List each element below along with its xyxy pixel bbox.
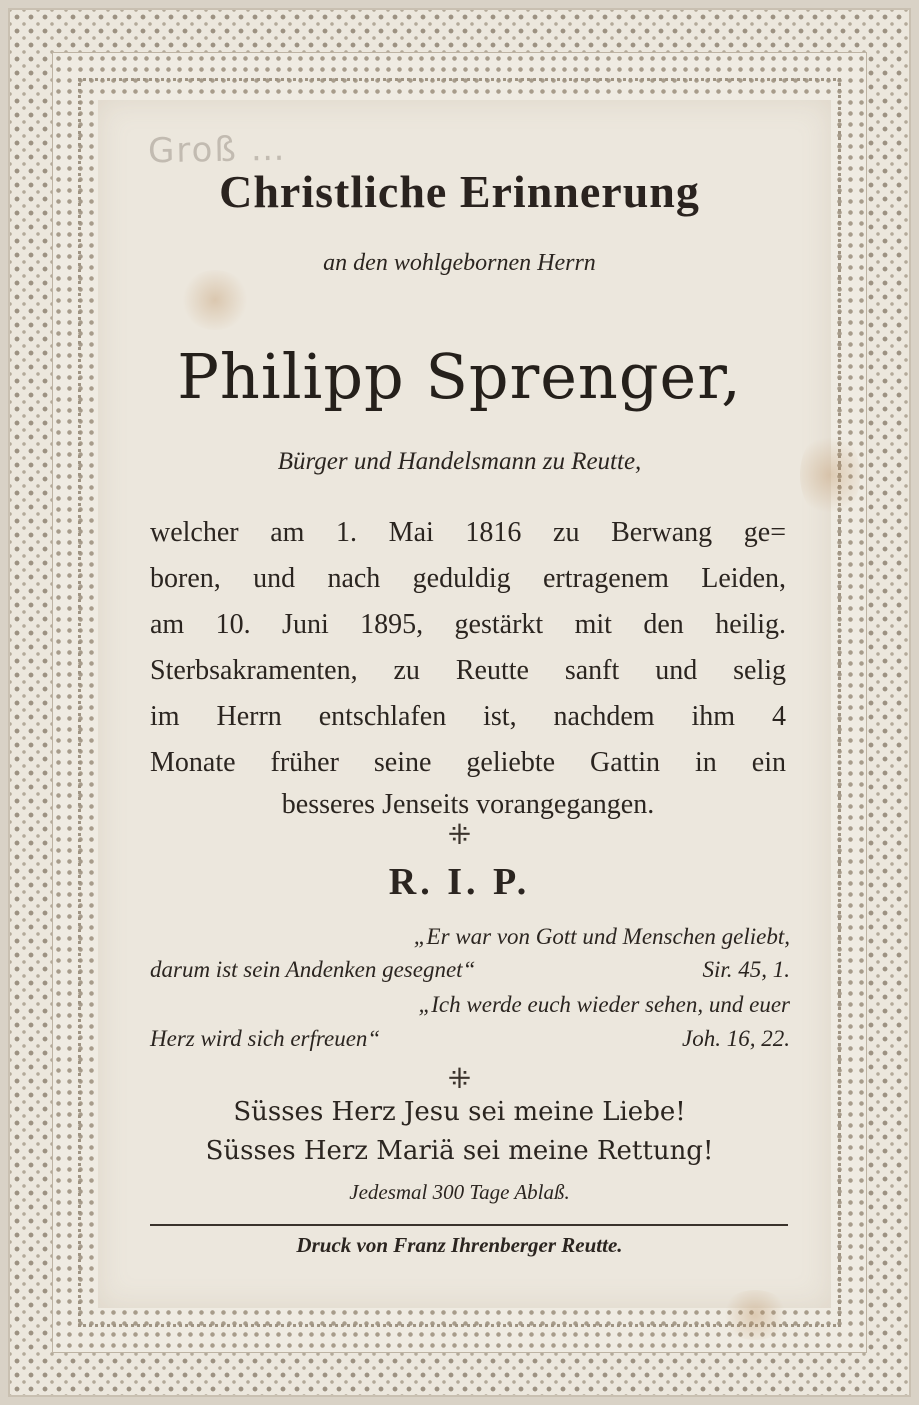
stain xyxy=(720,1290,790,1340)
body-line: Monate früher seine geliebte Gattin in ein xyxy=(150,747,786,778)
prayer-line: Süsses Herz Jesu sei meine Liebe! xyxy=(233,1097,686,1127)
stain xyxy=(180,270,250,330)
quote-reference: Joh. 16, 22. xyxy=(682,1026,790,1051)
body-line: boren, und nach geduldig ertragenem Leiden, xyxy=(150,563,786,594)
deceased-name: Philipp Sprenger, xyxy=(177,340,742,413)
pencil-note: Groß … xyxy=(147,128,287,172)
divider xyxy=(150,1224,788,1226)
quote-line xyxy=(150,1022,790,1056)
card-title: Christliche Erinnerung xyxy=(219,166,700,217)
quote-line xyxy=(150,953,790,987)
deceased-occupation: Bürger und Handelsmann zu Reutte, xyxy=(277,448,642,475)
quote-text: darum ist sein Andenken gesegnet“ xyxy=(150,957,476,982)
body-line: welcher am 1. Mai 1816 zu Berwang ge= xyxy=(150,517,786,548)
quote-line xyxy=(150,988,790,1022)
printer-credit: Druck von Franz Ihrenberger Reutte. xyxy=(296,1233,623,1257)
quote-reference: Sir. 45, 1. xyxy=(702,957,790,982)
prayer-line: Süsses Herz Mariä sei meine Rettung! xyxy=(205,1136,714,1166)
body-line: im Herrn entschlafen ist, nachdem ihm 4 xyxy=(150,701,786,732)
indulgence-note: Jedesmal 300 Tage Ablaß. xyxy=(349,1180,570,1204)
body-line: besseres Jenseits vorangegangen. xyxy=(281,789,655,820)
ornament-icon: ⁜ xyxy=(447,1062,472,1095)
quote-text: Herz wird sich erfreuen“ xyxy=(150,1026,381,1051)
body-line: Sterbsakramenten, zu Reutte sanft und selig xyxy=(150,655,786,686)
quote-line xyxy=(150,920,790,954)
body-line: am 10. Juni 1895, gestärkt mit den heilig. xyxy=(150,609,786,640)
rip-heading: R. I. P. xyxy=(388,861,531,903)
quote-text: „Ich werde euch wieder sehen, und euer xyxy=(418,992,790,1017)
quote-text: „Er war von Gott und Menschen geliebt, xyxy=(413,924,790,949)
card-subtitle: an den wohlgebornen Herrn xyxy=(323,250,596,276)
ornament-icon: ⁜ xyxy=(447,818,472,851)
